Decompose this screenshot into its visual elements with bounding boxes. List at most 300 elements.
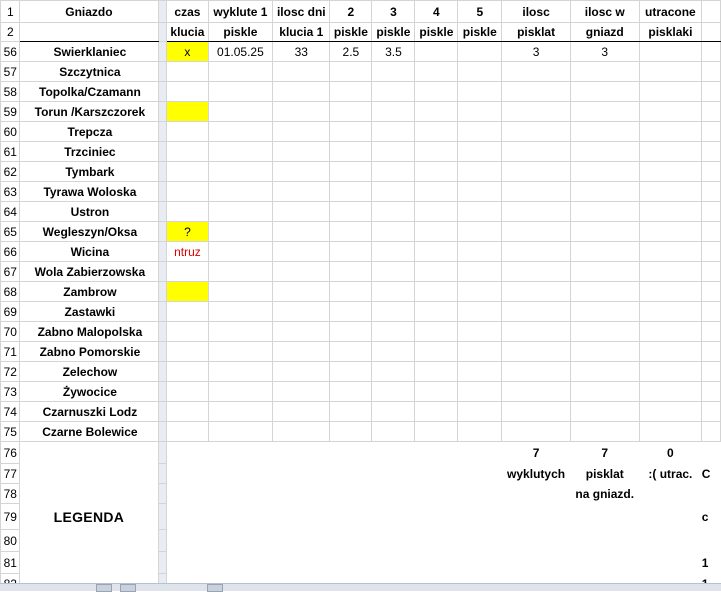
cell-dni[interactable] [273,82,330,102]
summary-cell[interactable] [167,530,208,552]
summary-cell[interactable] [330,504,372,530]
cell-p4[interactable] [415,62,458,82]
cell-p5[interactable] [458,402,502,422]
cell-czas[interactable] [167,282,208,302]
cell-utracone[interactable] [639,422,702,442]
summary-cell[interactable] [458,442,502,464]
header-cell[interactable]: utracone [639,1,702,23]
column-separator[interactable] [159,382,167,402]
cell-edge[interactable] [702,262,721,282]
nest-name[interactable]: Zambrow [19,282,159,302]
row-number[interactable]: 61 [1,142,20,162]
nest-name[interactable]: Wola Zabierzowska [19,262,159,282]
summary-cell[interactable] [330,552,372,574]
nest-name[interactable]: Czarnuszki Lodz [19,402,159,422]
column-separator[interactable] [159,242,167,262]
cell-czas[interactable] [167,342,208,362]
row-number[interactable]: 75 [1,422,20,442]
cell-ilosc[interactable] [502,342,571,362]
cell-dni[interactable] [273,422,330,442]
row-number[interactable]: 67 [1,262,20,282]
column-separator[interactable] [159,322,167,342]
nest-name[interactable]: Trzciniec [19,142,159,162]
cell-edge[interactable] [702,362,721,382]
summary-cell[interactable] [372,464,415,484]
cell-utracone[interactable] [639,182,702,202]
cell-p5[interactable] [458,222,502,242]
cell-dni[interactable] [273,362,330,382]
cell-p2[interactable] [330,282,372,302]
cell-p3[interactable] [372,102,415,122]
cell-p5[interactable] [458,162,502,182]
cell-ilosc[interactable] [502,422,571,442]
cell-dni[interactable] [273,302,330,322]
cell-utracone[interactable] [639,82,702,102]
cell-gniazd[interactable] [570,362,639,382]
cell-p2[interactable] [330,222,372,242]
cell-p4[interactable] [415,342,458,362]
cell-gniazd[interactable] [570,342,639,362]
cell-dni[interactable] [273,222,330,242]
summary-cell[interactable] [208,484,273,504]
cell-p4[interactable] [415,422,458,442]
cell-utracone[interactable] [639,122,702,142]
cell-utracone[interactable] [639,362,702,382]
row-number[interactable]: 68 [1,282,20,302]
nest-name[interactable]: Tyrawa Woloska [19,182,159,202]
cell-p3[interactable] [372,322,415,342]
header-cell[interactable] [702,23,721,42]
cell-gniazd[interactable] [570,322,639,342]
summary-cell[interactable] [167,504,208,530]
summary-cell[interactable]: wyklutych [507,466,566,481]
cell-ilosc[interactable] [502,242,571,262]
cell-edge[interactable] [702,42,721,62]
cell-edge[interactable] [702,402,721,422]
cell-gniazd[interactable] [570,402,639,422]
cell-wyklute[interactable] [208,402,273,422]
nest-name[interactable]: Czarne Bolewice [19,422,159,442]
cell-p2[interactable] [330,362,372,382]
summary-cell[interactable] [639,552,702,574]
cell-p4[interactable] [415,182,458,202]
row-number[interactable]: 63 [1,182,20,202]
summary-cell[interactable] [167,442,208,464]
cell[interactable] [19,552,159,574]
header-cell[interactable]: klucia 1 [273,23,330,42]
header-cell[interactable]: piskle [458,23,502,42]
cell-p3[interactable] [372,122,415,142]
nest-name[interactable]: Ustron [19,202,159,222]
cell-p4[interactable] [415,122,458,142]
cell[interactable] [19,442,159,464]
cell-p2[interactable]: 2.5 [330,42,372,62]
summary-cell[interactable] [415,464,458,484]
cell-p5[interactable] [458,302,502,322]
cell-p5[interactable] [458,42,502,62]
column-separator[interactable] [159,504,167,530]
row-number[interactable]: 64 [1,202,20,222]
cell-edge[interactable] [702,182,721,202]
cell-gniazd[interactable] [570,122,639,142]
cell-utracone[interactable] [639,162,702,182]
cell-dni[interactable] [273,242,330,262]
cell-czas[interactable]: x [167,42,208,62]
column-separator[interactable] [159,142,167,162]
cell-p4[interactable] [415,142,458,162]
cell-czas[interactable] [167,202,208,222]
cell-wyklute[interactable] [208,222,273,242]
header-cell[interactable]: piskle [330,23,372,42]
cell-utracone[interactable] [639,42,702,62]
cell-utracone[interactable] [639,382,702,402]
summary-cell[interactable] [502,504,571,530]
row-number[interactable]: 71 [1,342,20,362]
cell-p4[interactable] [415,262,458,282]
cell-edge[interactable] [702,382,721,402]
header-cell[interactable] [19,23,159,42]
cell-p3[interactable] [372,282,415,302]
row-number[interactable]: 57 [1,62,20,82]
cell-p4[interactable] [415,362,458,382]
cell-p2[interactable] [330,102,372,122]
summary-cell[interactable] [415,484,458,504]
cell-ilosc[interactable] [502,142,571,162]
column-separator[interactable] [159,162,167,182]
cell-p5[interactable] [458,142,502,162]
cell-czas[interactable] [167,262,208,282]
cell-gniazd[interactable] [570,202,639,222]
cell-ilosc[interactable] [502,402,571,422]
column-separator[interactable] [159,302,167,322]
header-cell[interactable]: 2 [330,1,372,23]
cell-ilosc[interactable] [502,282,571,302]
cell-utracone[interactable] [639,262,702,282]
cell-p5[interactable] [458,422,502,442]
summary-cell[interactable] [330,464,372,484]
cell-gniazd[interactable] [570,62,639,82]
cell-ilosc[interactable] [502,182,571,202]
summary-cell[interactable] [330,442,372,464]
row-number[interactable]: 1 [1,1,20,23]
cell-p4[interactable] [415,222,458,242]
cell-p5[interactable] [458,382,502,402]
row-number[interactable]: 81 [1,552,20,574]
row-number[interactable]: 60 [1,122,20,142]
cell-edge[interactable] [702,122,721,142]
summary-cell[interactable] [273,442,330,464]
cell-ilosc[interactable] [502,322,571,342]
cell-czas[interactable]: ? [167,222,208,242]
cell-p4[interactable] [415,42,458,62]
cell-gniazd[interactable] [570,422,639,442]
row-number[interactable]: 80 [1,530,20,552]
summary-cell[interactable] [702,530,721,552]
summary-cell[interactable] [458,464,502,484]
summary-cell[interactable] [372,504,415,530]
cell-p3[interactable] [372,222,415,242]
cell-czas[interactable] [167,302,208,322]
scroll-thumb[interactable] [207,584,223,592]
column-separator[interactable] [159,464,167,484]
cell-wyklute[interactable] [208,302,273,322]
summary-cell[interactable] [415,552,458,574]
cell-p2[interactable] [330,342,372,362]
cell-p4[interactable] [415,242,458,262]
cell-p4[interactable] [415,322,458,342]
summary-cell[interactable] [639,484,702,504]
cell-p4[interactable] [415,162,458,182]
nest-name[interactable]: Wicina [19,242,159,262]
cell-czas[interactable] [167,382,208,402]
nest-name[interactable]: Zastawki [19,302,159,322]
header-cell[interactable]: piskle [208,23,273,42]
column-separator[interactable] [159,530,167,552]
cell-ilosc[interactable] [502,362,571,382]
cell-czas[interactable] [167,362,208,382]
header-cell[interactable]: czas [167,1,208,23]
cell-dni[interactable] [273,122,330,142]
summary-cell[interactable]: 7 [532,445,540,460]
cell-p2[interactable] [330,422,372,442]
summary-cell[interactable] [458,530,502,552]
row-number[interactable]: 79 [1,504,20,530]
header-cell[interactable]: pisklat [502,23,571,42]
column-separator[interactable] [159,342,167,362]
cell-edge[interactable] [702,202,721,222]
cell-p3[interactable] [372,142,415,162]
header-cell[interactable]: piskle [372,23,415,42]
column-separator[interactable] [159,102,167,122]
cell-wyklute[interactable] [208,242,273,262]
summary-cell[interactable]: na gniazd. [575,486,635,501]
cell-czas[interactable] [167,402,208,422]
cell-wyklute[interactable] [208,142,273,162]
summary-cell[interactable] [372,552,415,574]
cell-wyklute[interactable] [208,322,273,342]
cell-p3[interactable] [372,202,415,222]
summary-cell[interactable] [372,530,415,552]
header-cell[interactable] [702,1,721,23]
cell-wyklute[interactable] [208,182,273,202]
nest-name[interactable]: Zelechow [19,362,159,382]
cell-p5[interactable] [458,242,502,262]
cell-edge[interactable] [702,422,721,442]
cell-p2[interactable] [330,242,372,262]
cell-p3[interactable] [372,402,415,422]
cell-wyklute[interactable] [208,342,273,362]
cell-wyklute[interactable] [208,362,273,382]
cell-gniazd[interactable] [570,302,639,322]
header-cell[interactable]: wyklute 1 [208,1,273,23]
summary-cell[interactable]: 0 [667,445,674,460]
header-cell[interactable]: klucia [167,23,208,42]
cell-edge[interactable] [702,62,721,82]
cell-p4[interactable] [415,402,458,422]
column-separator[interactable] [159,552,167,574]
cell-czas[interactable]: ntruz [167,242,208,262]
cell-dni[interactable] [273,262,330,282]
cell-p3[interactable] [372,182,415,202]
header-cell[interactable]: ilosc dni [273,1,330,23]
cell-p3[interactable] [372,362,415,382]
cell-gniazd[interactable] [570,242,639,262]
summary-cell[interactable] [167,464,208,484]
nest-name[interactable]: Tymbark [19,162,159,182]
summary-cell[interactable] [167,484,208,504]
cell-utracone[interactable] [639,62,702,82]
cell-dni[interactable] [273,382,330,402]
cell-p4[interactable] [415,382,458,402]
summary-cell[interactable] [167,552,208,574]
cell-utracone[interactable] [639,142,702,162]
cell-czas[interactable] [167,82,208,102]
summary-cell[interactable] [702,442,721,464]
cell-gniazd[interactable] [570,262,639,282]
row-number[interactable]: 72 [1,362,20,382]
cell-wyklute[interactable] [208,162,273,182]
cell-czas[interactable] [167,322,208,342]
cell-p3[interactable] [372,422,415,442]
cell-utracone[interactable] [639,302,702,322]
summary-cell[interactable]: 7 [601,445,609,460]
cell-czas[interactable] [167,122,208,142]
summary-cell[interactable] [458,504,502,530]
row-number[interactable]: 59 [1,102,20,122]
summary-cell[interactable] [502,552,571,574]
nest-name[interactable]: Wegleszyn/Oksa [19,222,159,242]
cell-czas[interactable] [167,182,208,202]
cell-dni[interactable] [273,342,330,362]
summary-cell[interactable]: C [701,466,711,481]
cell-dni[interactable] [273,102,330,122]
row-number[interactable]: 73 [1,382,20,402]
summary-cell[interactable] [415,442,458,464]
cell-p5[interactable] [458,122,502,142]
header-cell[interactable]: 5 [458,1,502,23]
cell-p2[interactable] [330,142,372,162]
sheet-scroll-left-button[interactable] [96,584,112,592]
header-cell[interactable]: ilosc w [570,1,639,23]
summary-cell[interactable] [415,504,458,530]
row-number[interactable]: 62 [1,162,20,182]
summary-cell[interactable] [208,504,273,530]
row-number[interactable]: 74 [1,402,20,422]
summary-cell[interactable] [458,484,502,504]
cell-utracone[interactable] [639,402,702,422]
cell-p3[interactable]: 3.5 [372,42,415,62]
cell-wyklute[interactable] [208,262,273,282]
cell[interactable] [19,484,159,504]
header-gniazdo[interactable]: Gniazdo [19,1,159,23]
cell-p3[interactable] [372,62,415,82]
cell-p3[interactable] [372,82,415,102]
summary-cell[interactable] [372,442,415,464]
cell-p5[interactable] [458,362,502,382]
cell-p5[interactable] [458,322,502,342]
cell-edge[interactable] [702,322,721,342]
cell-utracone[interactable] [639,342,702,362]
cell-p2[interactable] [330,122,372,142]
cell-dni[interactable] [273,182,330,202]
cell-p5[interactable] [458,182,502,202]
row-number[interactable]: 76 [1,442,20,464]
cell-gniazd[interactable] [570,382,639,402]
summary-cell[interactable] [208,442,273,464]
cell-edge[interactable] [702,222,721,242]
column-separator[interactable] [159,62,167,82]
nest-name[interactable]: Żywocice [19,382,159,402]
cell-p3[interactable] [372,382,415,402]
summary-cell[interactable] [208,530,273,552]
summary-cell[interactable] [273,504,330,530]
summary-cell[interactable] [570,504,639,530]
cell-p3[interactable] [372,162,415,182]
column-separator[interactable] [159,42,167,62]
cell-ilosc[interactable] [502,262,571,282]
cell-p2[interactable] [330,82,372,102]
cell-p2[interactable] [330,302,372,322]
column-separator[interactable] [159,442,167,464]
cell-edge[interactable] [702,242,721,262]
cell-wyklute[interactable] [208,202,273,222]
column-separator[interactable] [159,262,167,282]
summary-cell[interactable] [415,530,458,552]
cell-p5[interactable] [458,342,502,362]
cell-edge[interactable] [702,162,721,182]
header-cell[interactable]: 4 [415,1,458,23]
header-cell[interactable]: ilosc [502,1,571,23]
column-separator[interactable] [159,23,167,42]
column-separator[interactable] [159,402,167,422]
cell-p2[interactable] [330,182,372,202]
row-number[interactable]: 70 [1,322,20,342]
cell-p2[interactable] [330,262,372,282]
cell-p3[interactable] [372,242,415,262]
cell-czas[interactable] [167,162,208,182]
cell-p2[interactable] [330,382,372,402]
header-cell[interactable]: piskle [415,23,458,42]
cell-ilosc[interactable] [502,162,571,182]
row-number[interactable]: 66 [1,242,20,262]
cell-gniazd[interactable] [570,282,639,302]
column-separator[interactable] [159,82,167,102]
cell-p3[interactable] [372,262,415,282]
cell-czas[interactable] [167,422,208,442]
cell-wyklute[interactable] [208,82,273,102]
cell-p4[interactable] [415,82,458,102]
cell-p2[interactable] [330,162,372,182]
cell-gniazd[interactable] [570,102,639,122]
column-separator[interactable] [159,422,167,442]
summary-cell[interactable] [372,484,415,504]
summary-cell[interactable] [502,484,571,504]
row-number[interactable]: 2 [1,23,20,42]
cell-p3[interactable] [372,342,415,362]
summary-cell[interactable]: :( utrac. [648,466,693,481]
cell[interactable] [19,530,159,552]
cell-ilosc[interactable] [502,382,571,402]
summary-cell[interactable]: 1 [701,555,709,570]
summary-cell[interactable]: c [701,509,709,524]
cell-dni[interactable] [273,162,330,182]
cell-wyklute[interactable]: 01.05.25 [208,42,273,62]
cell-p2[interactable] [330,62,372,82]
nest-name[interactable]: Topolka/Czamann [19,82,159,102]
cell-dni[interactable] [273,142,330,162]
cell-p2[interactable] [330,402,372,422]
cell-p4[interactable] [415,302,458,322]
